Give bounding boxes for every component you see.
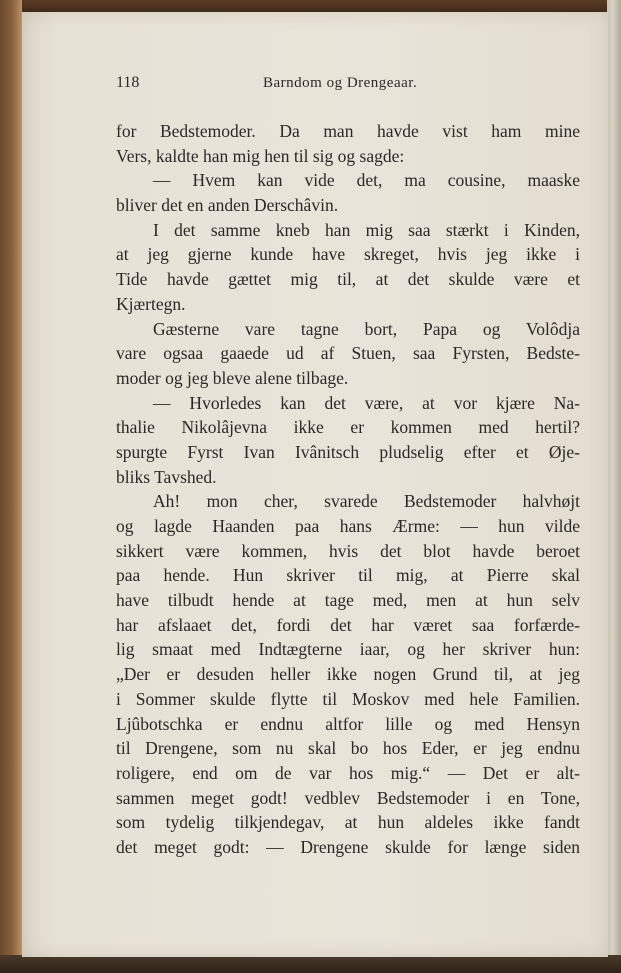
text-line: sammen meget godt! vedblev Bedstemoder i en Tone,	[116, 787, 580, 808]
text-line: at jeg gjerne kunde have skreget, hvis jeg ikke i	[116, 244, 580, 265]
text-line: vare ogsaa gaaede ud af Stuen, saa Fyrsten, Bedste-	[116, 343, 580, 364]
text-line: og lagde Haanden paa hans Ærme: — hun vilde	[116, 516, 580, 536]
text-line: paa hende. Hun skriver til mig, at Pierre skal	[116, 565, 580, 586]
text-line: — Hvorledes kan det være, at vor kjære Na-	[153, 392, 580, 413]
text-line: til Drengene, som nu skal bo hos Eder, er jeg endnu	[116, 738, 580, 759]
text-line: har afslaaet det, fordi det har været saa forfærde-	[116, 614, 580, 635]
page-number: 118	[116, 74, 140, 91]
running-head	[116, 74, 586, 100]
text-line: spurgte Fyrst Ivan Ivânitsch pludselig efter et Øje-	[116, 441, 580, 462]
text-line: sikkert være kommen, hvis det blot havde beroet	[116, 540, 580, 561]
text-line: Kjærtegn.	[116, 293, 186, 314]
text-line: det meget godt: — Drengene skulde for længe siden	[116, 836, 580, 857]
text-line: Tide havde gættet mig til, at det skulde være et	[116, 269, 580, 290]
text-line: bliks Tavshed.	[116, 466, 217, 487]
body-text	[116, 119, 580, 860]
text-line: roligere, end om de var hos mig.“ — Det er alt-	[116, 762, 580, 783]
text-line: Ah! mon cher, svarede Bedstemoder halvhøjt	[153, 491, 580, 512]
text-line: „Der er desuden heller ikke nogen Grund til, at jeg	[116, 664, 580, 685]
text-line: i Sommer skulde flytte til Moskov med hele Familien.	[116, 688, 580, 709]
text-line: I det samme kneb han mig saa stærkt i Kinden,	[153, 219, 580, 240]
book-edge-bottom	[0, 955, 621, 973]
text-line: som tydelig tilkjendegav, at hun aldeles ikke fandt	[116, 812, 580, 833]
book-spine-edge	[0, 0, 22, 973]
text-line: thalie Nikolâjevna ikke er kommen med hertil?	[116, 417, 580, 438]
chapter-title: Barndom og Drengeaar.	[263, 75, 418, 91]
text-line: lig smaat med Indtægterne iaar, og her skriver hun:	[116, 639, 580, 660]
text-line: — Hvem kan vide det, ma cousine, maaske	[153, 170, 580, 191]
text-line: bliver det en anden Derschâvin.	[116, 195, 339, 216]
text-line: Ljûbotschka er endnu altfor lille og med Hensyn	[116, 713, 580, 734]
page-stack-edge	[607, 0, 621, 973]
text-line: have tilbudt hende at tage med, men at hun selv	[116, 590, 580, 611]
text-line: Vers, kaldte han mig hen til sig og sagde:	[116, 145, 405, 166]
book-page	[22, 12, 608, 957]
text-line: for Bedstemoder. Da man havde vist ham mine	[116, 121, 580, 141]
text-line: moder og jeg bleve alene tilbage.	[116, 367, 349, 388]
text-line: Gæsterne vare tagne bort, Papa og Volôdja	[153, 318, 580, 339]
